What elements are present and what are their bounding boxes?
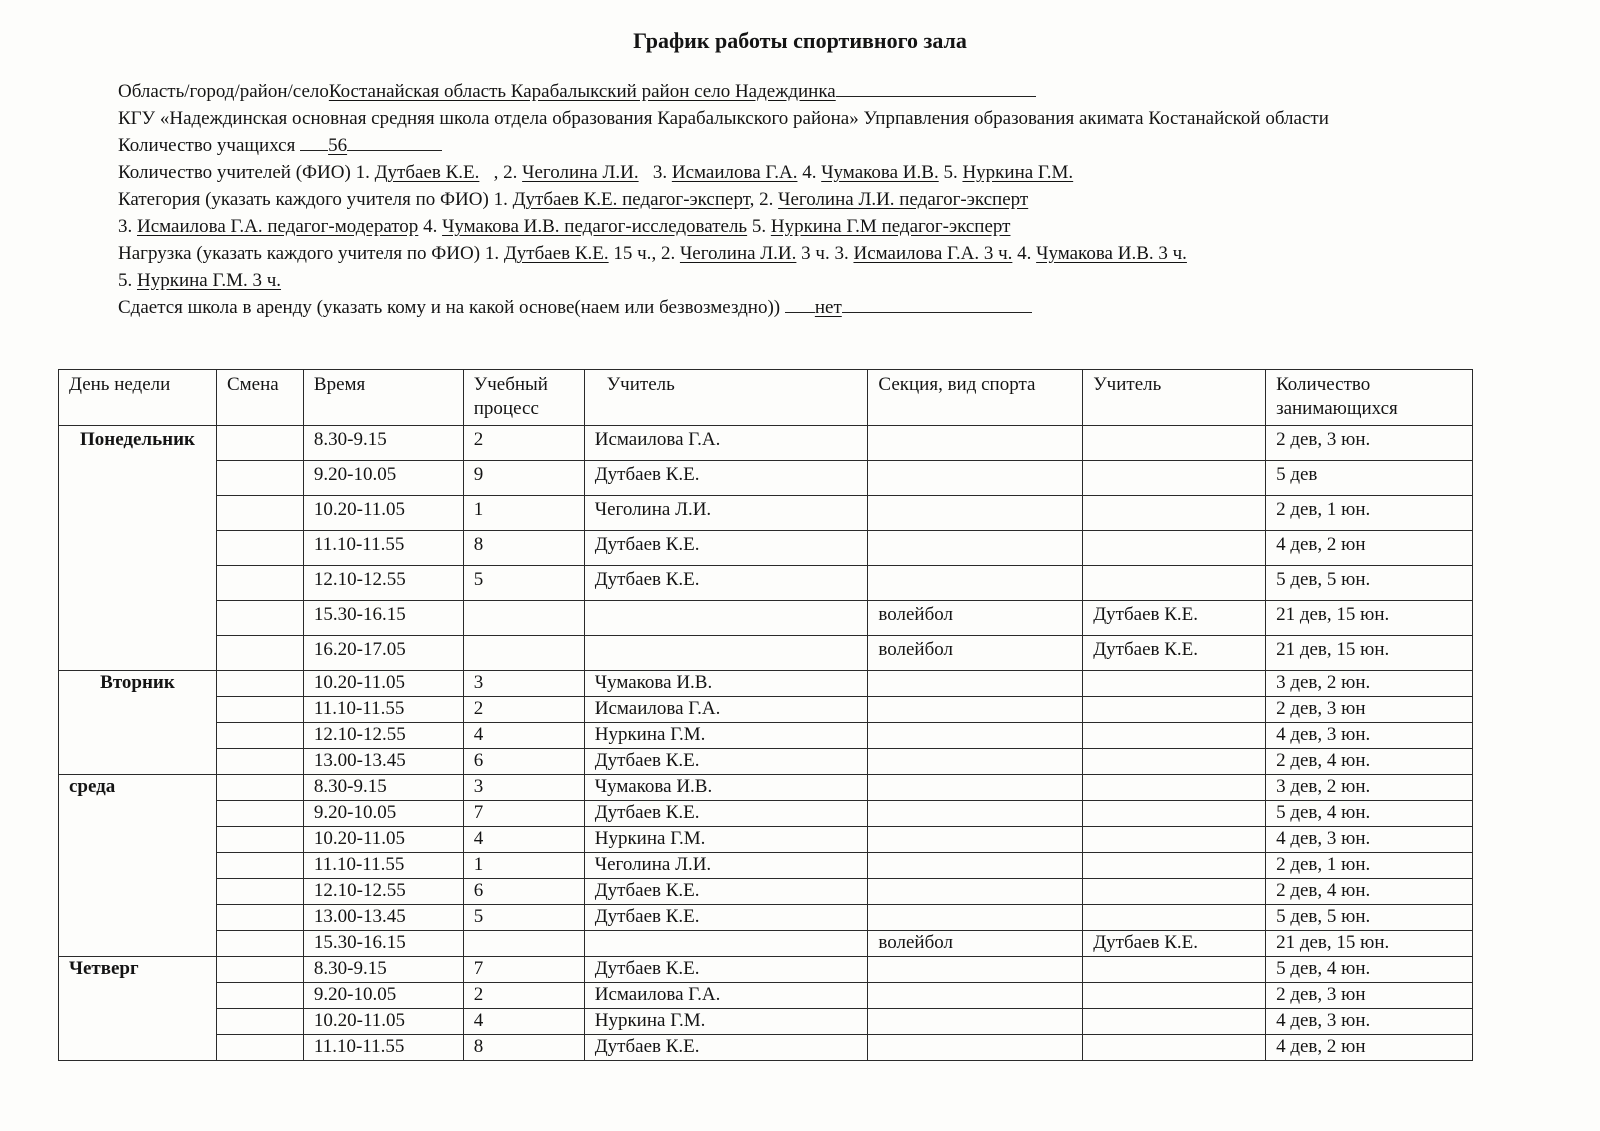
section-cell — [868, 1009, 1083, 1035]
page-title: График работы спортивного зала — [633, 28, 967, 53]
section-cell — [868, 749, 1083, 775]
load-entry: Чеголина Л.И. — [679, 243, 797, 264]
teacher-cell: Исмаилова Г.А. — [584, 983, 868, 1009]
shift-cell — [216, 531, 303, 566]
count-cell: 5 дев — [1266, 461, 1473, 496]
shift-cell — [216, 749, 303, 775]
category-entry: Чеголина Л.И. педагог-эксперт — [778, 189, 1029, 210]
table-row — [59, 853, 1473, 879]
table-row — [59, 496, 1473, 531]
coach-cell — [1083, 983, 1266, 1009]
grade-cell — [463, 636, 584, 671]
day-cell: Четверг — [59, 957, 217, 1061]
coach-cell — [1083, 749, 1266, 775]
coach-cell — [1083, 697, 1266, 723]
time-cell: 12.10-12.55 — [303, 723, 463, 749]
table-row — [59, 426, 1473, 461]
section-cell — [868, 905, 1083, 931]
load-entry: Чумакова И.В. 3 ч. — [1036, 243, 1187, 264]
shift-cell — [216, 931, 303, 957]
grade-cell: 8 — [463, 531, 584, 566]
teacher-cell: Дутбаев К.Е. — [584, 801, 868, 827]
time-cell: 10.20-11.05 — [303, 671, 463, 697]
time-cell: 11.10-11.55 — [303, 853, 463, 879]
shift-cell — [216, 461, 303, 496]
column-header: День недели — [59, 370, 217, 426]
count-cell: 3 дев, 2 юн. — [1266, 775, 1473, 801]
count-cell: 21 дев, 15 юн. — [1266, 636, 1473, 671]
teacher-cell: Чеголина Л.И. — [584, 496, 868, 531]
coach-cell: Дутбаев К.Е. — [1083, 931, 1266, 957]
coach-cell — [1083, 496, 1266, 531]
table-row — [59, 801, 1473, 827]
count-cell: 2 дев, 3 юн — [1266, 697, 1473, 723]
teacher-name: Чеголина Л.И. — [522, 162, 639, 183]
grade-cell: 3 — [463, 671, 584, 697]
section-cell — [868, 801, 1083, 827]
count-cell: 2 дев, 1 юн. — [1266, 853, 1473, 879]
coach-cell — [1083, 853, 1266, 879]
count-cell: 5 дев, 5 юн. — [1266, 905, 1473, 931]
load-entry: Нуркина Г.М. 3 ч. — [137, 270, 282, 291]
shift-cell — [216, 566, 303, 601]
time-cell: 11.10-11.55 — [303, 1035, 463, 1061]
table-row — [59, 749, 1473, 775]
count-cell: 4 дев, 3 юн. — [1266, 827, 1473, 853]
load-entry: Исмаилова Г.А. 3 ч. — [853, 243, 1013, 264]
time-cell: 13.00-13.45 — [303, 749, 463, 775]
time-cell: 9.20-10.05 — [303, 801, 463, 827]
section-cell — [868, 957, 1083, 983]
category-entry: Дутбаев К.Е. педагог-эксперт — [512, 189, 750, 210]
teacher-cell: Дутбаев К.Е. — [584, 905, 868, 931]
grade-cell: 5 — [463, 566, 584, 601]
students-line — [118, 132, 1518, 159]
shift-cell — [216, 426, 303, 461]
section-cell — [868, 723, 1083, 749]
schedule-table — [58, 369, 1473, 1061]
coach-cell — [1083, 775, 1266, 801]
students-label: Количество учащихся — [118, 135, 296, 156]
grade-cell: 9 — [463, 461, 584, 496]
shift-cell — [216, 957, 303, 983]
teacher-cell: Дутбаев К.Е. — [584, 749, 868, 775]
table-row — [59, 957, 1473, 983]
teacher-cell: Дутбаев К.Е. — [584, 531, 868, 566]
grade-cell: 2 — [463, 983, 584, 1009]
grade-cell: 6 — [463, 749, 584, 775]
teacher-name: Исмаилова Г.А. — [671, 162, 798, 183]
time-cell: 10.20-11.05 — [303, 827, 463, 853]
time-cell: 11.10-11.55 — [303, 531, 463, 566]
time-cell: 12.10-12.55 — [303, 879, 463, 905]
schedule-body — [59, 426, 1473, 1061]
time-cell: 15.30-16.15 — [303, 931, 463, 957]
section-cell — [868, 879, 1083, 905]
count-cell: 4 дев, 3 юн. — [1266, 723, 1473, 749]
teacher-cell — [584, 601, 868, 636]
document-header — [118, 78, 1518, 321]
count-cell: 2 дев, 1 юн. — [1266, 496, 1473, 531]
day-cell: Вторник — [59, 671, 217, 775]
count-cell: 5 дев, 4 юн. — [1266, 957, 1473, 983]
section-cell — [868, 671, 1083, 697]
table-row — [59, 1035, 1473, 1061]
shift-cell — [216, 983, 303, 1009]
column-header: Смена — [216, 370, 303, 426]
table-row — [59, 723, 1473, 749]
grade-cell — [463, 601, 584, 636]
teacher-cell: Дутбаев К.Е. — [584, 1035, 868, 1061]
teacher-cell: Чумакова И.В. — [584, 671, 868, 697]
column-header: Учитель — [584, 370, 868, 426]
load-line-2: 5. Нуркина Г.М. 3 ч. — [118, 270, 282, 291]
teacher-name: Нуркина Г.М. — [962, 162, 1074, 183]
shift-cell — [216, 723, 303, 749]
table-row — [59, 879, 1473, 905]
teacher-cell: Чеголина Л.И. — [584, 853, 868, 879]
teacher-name: Чумакова И.В. — [821, 162, 939, 183]
grade-cell: 5 — [463, 905, 584, 931]
table-row — [59, 1009, 1473, 1035]
section-cell — [868, 531, 1083, 566]
time-cell: 8.30-9.15 — [303, 775, 463, 801]
school-line: КГУ «Надеждинская основная средняя школа отдела образования Карабалыкского района» Упрпавления образования акимата Костанайской области — [118, 108, 1329, 129]
coach-cell — [1083, 801, 1266, 827]
count-cell: 2 дев, 4 юн. — [1266, 749, 1473, 775]
table-row — [59, 905, 1473, 931]
table-row — [59, 983, 1473, 1009]
column-header: Секция, вид спорта — [868, 370, 1083, 426]
grade-cell: 1 — [463, 496, 584, 531]
time-cell: 9.20-10.05 — [303, 983, 463, 1009]
grade-cell — [463, 931, 584, 957]
coach-cell — [1083, 905, 1266, 931]
load-line-1: Нагрузка (указать каждого учителя по ФИО) 1. Дутбаев К.Е. 15 ч., 2. Чеголина Л.И. 3 ч. 3. Исмаилова Г.А. 3 ч. 4. Чумакова И.В. 3 ч. — [118, 243, 1187, 264]
coach-cell — [1083, 1035, 1266, 1061]
category-entry: Нуркина Г.М педагог-эксперт — [770, 216, 1011, 237]
teacher-cell: Дутбаев К.Е. — [584, 957, 868, 983]
category-entry: Исмаилова Г.А. педагог-модератор — [137, 216, 419, 237]
count-cell: 5 дев, 5 юн. — [1266, 566, 1473, 601]
load-entry: Дутбаев К.Е. — [503, 243, 609, 264]
shift-cell — [216, 801, 303, 827]
rent-value: нет — [814, 297, 842, 318]
teachers-label: Количество учителей (ФИО) — [118, 162, 351, 183]
shift-cell — [216, 697, 303, 723]
grade-cell: 4 — [463, 827, 584, 853]
time-cell: 8.30-9.15 — [303, 426, 463, 461]
table-header-row — [59, 370, 1473, 426]
count-cell: 21 дев, 15 юн. — [1266, 601, 1473, 636]
shift-cell — [216, 1035, 303, 1061]
time-cell: 10.20-11.05 — [303, 496, 463, 531]
grade-cell: 2 — [463, 697, 584, 723]
section-cell — [868, 853, 1083, 879]
section-cell — [868, 496, 1083, 531]
column-header: Учебный процесс — [463, 370, 584, 426]
table-row — [59, 671, 1473, 697]
count-cell: 3 дев, 2 юн. — [1266, 671, 1473, 697]
grade-cell: 4 — [463, 723, 584, 749]
shift-cell — [216, 636, 303, 671]
section-cell — [868, 827, 1083, 853]
table-row — [59, 601, 1473, 636]
count-cell: 4 дев, 2 юн — [1266, 531, 1473, 566]
count-cell: 2 дев, 3 юн — [1266, 983, 1473, 1009]
coach-cell — [1083, 566, 1266, 601]
category-label: Категория (указать каждого учителя по ФИО) — [118, 189, 489, 210]
section-cell — [868, 1035, 1083, 1061]
count-cell: 2 дев, 3 юн. — [1266, 426, 1473, 461]
time-cell: 8.30-9.15 — [303, 957, 463, 983]
category-entry: Чумакова И.В. педагог-исследователь — [442, 216, 748, 237]
shift-cell — [216, 671, 303, 697]
coach-cell — [1083, 957, 1266, 983]
category-line-2: 3. Исмаилова Г.А. педагог-модератор 4. Чумакова И.В. педагог-исследователь 5. Нуркина Г.М педагог-эксперт — [118, 216, 1011, 237]
teacher-cell — [584, 636, 868, 671]
time-cell: 11.10-11.55 — [303, 697, 463, 723]
grade-cell: 2 — [463, 426, 584, 461]
time-cell: 13.00-13.45 — [303, 905, 463, 931]
day-cell: среда — [59, 775, 217, 957]
shift-cell — [216, 601, 303, 636]
coach-cell — [1083, 1009, 1266, 1035]
shift-cell — [216, 827, 303, 853]
section-cell — [868, 697, 1083, 723]
coach-cell: Дутбаев К.Е. — [1083, 601, 1266, 636]
region-value: Костанайская область Карабалыкский район село Надеждинка — [328, 81, 836, 102]
students-value: 56 — [328, 135, 348, 156]
time-cell: 12.10-12.55 — [303, 566, 463, 601]
shift-cell — [216, 775, 303, 801]
section-cell — [868, 983, 1083, 1009]
load-label: Нагрузка (указать каждого учителя по ФИО) — [118, 243, 481, 264]
count-cell: 5 дев, 4 юн. — [1266, 801, 1473, 827]
region-blank — [836, 78, 1036, 97]
time-cell: 16.20-17.05 — [303, 636, 463, 671]
table-row — [59, 636, 1473, 671]
coach-cell — [1083, 723, 1266, 749]
grade-cell: 3 — [463, 775, 584, 801]
count-cell: 2 дев, 4 юн. — [1266, 879, 1473, 905]
section-cell: волейбол — [868, 931, 1083, 957]
teacher-name: Дутбаев К.Е. — [374, 162, 480, 183]
table-row — [59, 827, 1473, 853]
section-cell — [868, 461, 1083, 496]
shift-cell — [216, 879, 303, 905]
rent-label: Сдается школа в аренду (указать кому и на какой основе(наем или безвозмездно)) — [118, 297, 781, 318]
section-cell — [868, 566, 1083, 601]
grade-cell: 4 — [463, 1009, 584, 1035]
teacher-cell: Нуркина Г.М. — [584, 827, 868, 853]
region-label: Область/город/район/село — [118, 81, 329, 102]
coach-cell — [1083, 671, 1266, 697]
grade-cell: 7 — [463, 801, 584, 827]
column-header: Количество занимающихся — [1266, 370, 1473, 426]
coach-cell — [1083, 426, 1266, 461]
shift-cell — [216, 1009, 303, 1035]
category-line-1: Категория (указать каждого учителя по ФИО) 1. Дутбаев К.Е. педагог-эксперт, 2. Чеголина Л.И. педагог-эксперт — [118, 189, 1029, 210]
teacher-cell — [584, 931, 868, 957]
teacher-cell: Дутбаев К.Е. — [584, 566, 868, 601]
section-cell: волейбол — [868, 636, 1083, 671]
section-cell — [868, 775, 1083, 801]
rent-line — [118, 294, 1518, 321]
coach-cell — [1083, 879, 1266, 905]
coach-cell — [1083, 827, 1266, 853]
section-cell — [868, 426, 1083, 461]
teacher-cell: Нуркина Г.М. — [584, 723, 868, 749]
coach-cell: Дутбаев К.Е. — [1083, 636, 1266, 671]
table-row — [59, 566, 1473, 601]
teacher-cell: Нуркина Г.М. — [584, 1009, 868, 1035]
time-cell: 15.30-16.15 — [303, 601, 463, 636]
grade-cell: 8 — [463, 1035, 584, 1061]
region-line — [118, 78, 1518, 105]
teacher-cell: Чумакова И.В. — [584, 775, 868, 801]
grade-cell: 6 — [463, 879, 584, 905]
coach-cell — [1083, 461, 1266, 496]
table-row — [59, 531, 1473, 566]
column-header: Учитель — [1083, 370, 1266, 426]
count-cell: 21 дев, 15 юн. — [1266, 931, 1473, 957]
day-cell: Понедельник — [59, 426, 217, 671]
count-cell: 4 дев, 3 юн. — [1266, 1009, 1473, 1035]
shift-cell — [216, 496, 303, 531]
teacher-cell: Дутбаев К.Е. — [584, 461, 868, 496]
count-cell: 4 дев, 2 юн — [1266, 1035, 1473, 1061]
teacher-cell: Исмаилова Г.А. — [584, 426, 868, 461]
teacher-cell: Исмаилова Г.А. — [584, 697, 868, 723]
teacher-cell: Дутбаев К.Е. — [584, 879, 868, 905]
shift-cell — [216, 905, 303, 931]
table-row — [59, 461, 1473, 496]
table-row — [59, 931, 1473, 957]
grade-cell: 1 — [463, 853, 584, 879]
time-cell: 9.20-10.05 — [303, 461, 463, 496]
time-cell: 10.20-11.05 — [303, 1009, 463, 1035]
table-row — [59, 697, 1473, 723]
column-header: Время — [303, 370, 463, 426]
coach-cell — [1083, 531, 1266, 566]
table-row — [59, 775, 1473, 801]
teachers-line: Количество учителей (ФИО) 1. Дутбаев К.Е. , 2. Чеголина Л.И. 3. Исмаилова Г.А. 4. Чумакова И.В. 5. Нуркина Г.М. — [118, 162, 1074, 183]
grade-cell: 7 — [463, 957, 584, 983]
shift-cell — [216, 853, 303, 879]
section-cell: волейбол — [868, 601, 1083, 636]
